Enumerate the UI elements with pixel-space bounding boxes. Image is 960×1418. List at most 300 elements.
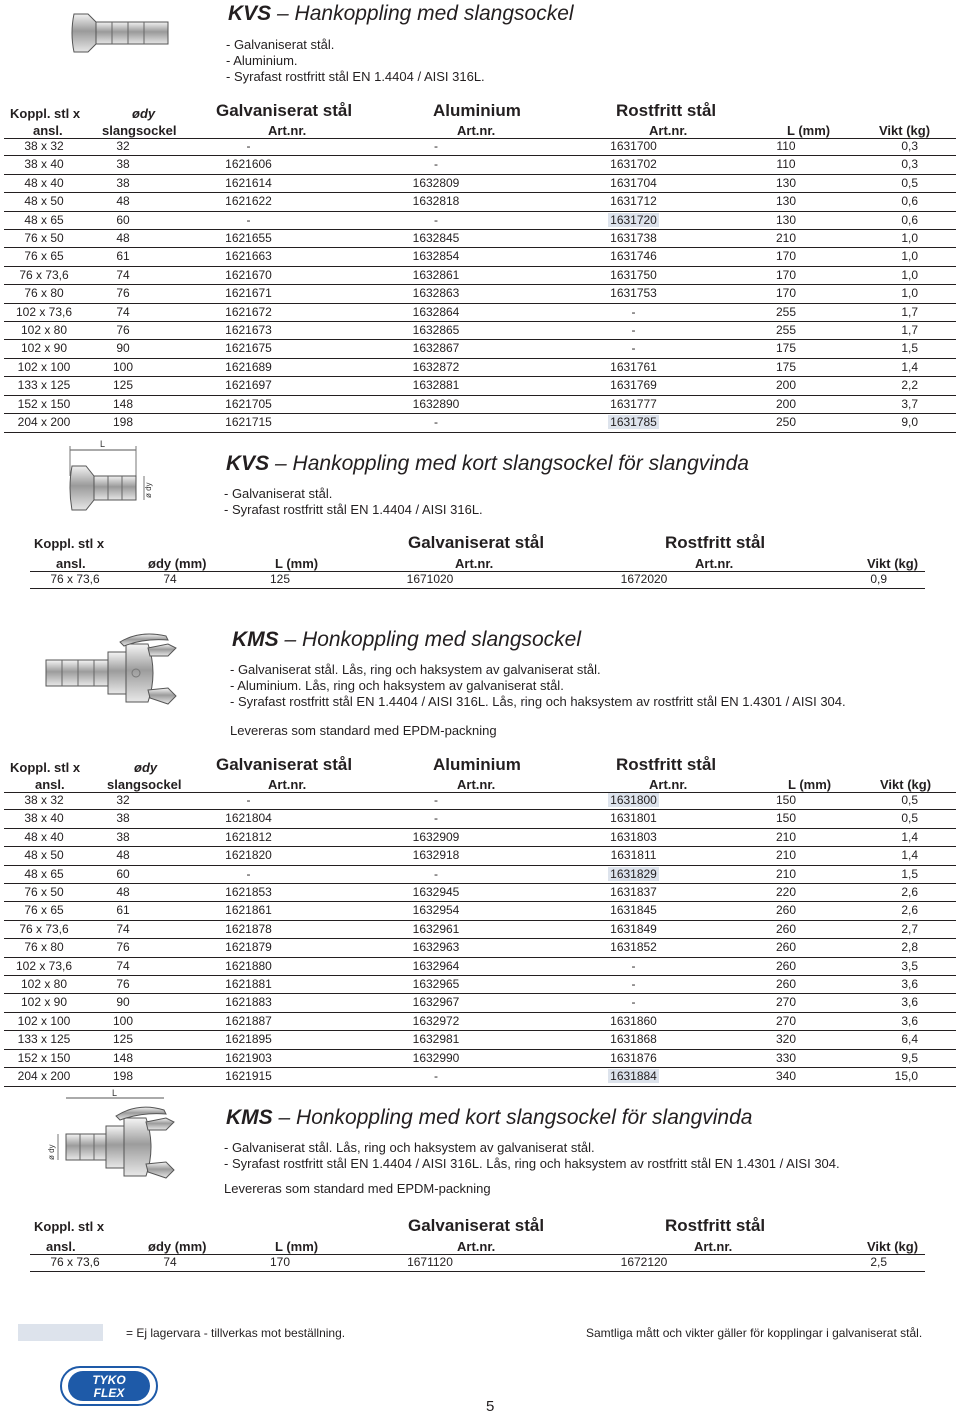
table-cell: 102 x 90 [4, 994, 84, 1012]
col-alu: Aluminium [433, 101, 521, 120]
table-cell: 60 [84, 211, 162, 229]
table-cell: 1631868 [537, 1031, 730, 1049]
table-cell: - [162, 792, 335, 810]
table-cell: 1621675 [162, 340, 335, 358]
section3-desc: - Galvaniserat stål. Lås, ring och haksystem av galvaniserat stål. - Aluminium. Lås, ring och haksystem av galvaniserat stål. - Syrafast rostfritt stål EN 1.4404 / AISI 316L. Lås, ring och haksystem av rostfritt stål EN 1.4301 / AISI 304. [230, 662, 846, 709]
table-cell: - [537, 994, 730, 1012]
table-cell: 3,7 [842, 395, 956, 413]
table-cell: 15,0 [842, 1068, 956, 1086]
table-cell: 38 x 32 [4, 138, 84, 156]
table-cell: 270 [730, 1012, 842, 1030]
table-cell: 1621861 [162, 902, 335, 920]
table-cell: 260 [730, 976, 842, 994]
table-row [4, 884, 956, 902]
table-cell: 1632861 [335, 266, 537, 284]
section1-header: Koppl. stl x ødy Galvaniserat stål Aluminium Rostfritt stål ansl. slangsockel Art.nr. Art.nr. Art.nr. L (mm) Vikt (kg) [10, 101, 931, 138]
table-cell: 6,4 [842, 1031, 956, 1049]
table-cell: 48 x 50 [4, 193, 84, 211]
table-cell: 1632954 [335, 902, 537, 920]
kms-short-drawing [40, 1088, 190, 1188]
table-cell: 1632864 [335, 303, 537, 321]
section2-desc: - Galvaniserat stål. - Syrafast rostfritt stål EN 1.4404 / AISI 316L. [224, 486, 483, 517]
page-number: 5 [486, 1398, 495, 1415]
legend-text: = Ej lagervara - tillverkas mot beställning. [126, 1326, 346, 1340]
table-cell: 76 x 73,6 [30, 1254, 120, 1272]
table-cell: 1631753 [537, 285, 730, 303]
table-cell: 76 x 73,6 [4, 920, 84, 938]
table-cell: 1631700 [537, 138, 730, 156]
table-cell: 1,5 [842, 340, 956, 358]
table-cell: 9,5 [842, 1049, 956, 1067]
table-cell: 170 [730, 285, 842, 303]
section3-table [4, 792, 956, 1087]
table-cell: 1621689 [162, 358, 335, 376]
table-cell: - [335, 810, 537, 828]
table-row [30, 571, 925, 589]
table-cell: 1631761 [537, 358, 730, 376]
table-row [4, 358, 956, 376]
table-cell: 1621655 [162, 230, 335, 248]
table-cell: 210 [730, 847, 842, 865]
table-cell: 320 [730, 1031, 842, 1049]
table-cell: 1632945 [335, 884, 537, 902]
table-cell: 1,4 [842, 358, 956, 376]
table-cell: 76 x 65 [4, 248, 84, 266]
table-cell: 1,7 [842, 303, 956, 321]
table-cell: 152 x 150 [4, 1049, 84, 1067]
table-cell: 76 [84, 285, 162, 303]
table-cell: 102 x 73,6 [4, 957, 84, 975]
table-cell: 76 x 73,6 [30, 571, 120, 589]
kms-coupling-image [40, 626, 190, 718]
table-cell: 1621879 [162, 939, 335, 957]
table-cell: 1631811 [537, 847, 730, 865]
table-cell: 74 [84, 920, 162, 938]
table-cell: 1631746 [537, 248, 730, 266]
table-row [4, 193, 956, 211]
table-cell: 1632872 [335, 358, 537, 376]
section1-title: KVS – Hankoppling med slangsockel [228, 2, 574, 25]
table-cell: 1632845 [335, 230, 537, 248]
table-cell: 125 [84, 1031, 162, 1049]
section4-title: KMS – Honkoppling med kort slangsockel för slangvinda [226, 1106, 753, 1129]
table-row [4, 939, 956, 957]
table-cell: 48 x 50 [4, 847, 84, 865]
table-cell: 210 [730, 230, 842, 248]
table-cell: 1,0 [842, 266, 956, 284]
table-cell: 150 [730, 810, 842, 828]
table-cell: - [335, 792, 537, 810]
table-row [4, 847, 956, 865]
drawing-label-l: L [112, 1088, 118, 1098]
table-cell: 2,6 [842, 902, 956, 920]
table-cell: 0,5 [842, 174, 956, 192]
table-cell: - [335, 1068, 537, 1086]
table-cell: 76 x 50 [4, 884, 84, 902]
table-cell: 74 [84, 303, 162, 321]
table-cell [537, 1068, 730, 1086]
table-cell: 102 x 73,6 [4, 303, 84, 321]
table-cell: 170 [730, 266, 842, 284]
table-cell: 1621697 [162, 377, 335, 395]
table-cell: - [335, 138, 537, 156]
table-cell: 200 [730, 377, 842, 395]
table-cell: 1621622 [162, 193, 335, 211]
table-cell: 130 [730, 193, 842, 211]
table-cell: - [335, 865, 537, 883]
section2-title: KVS – Hankoppling med kort slangsockel för slangvinda [226, 452, 749, 475]
table-cell: 130 [730, 211, 842, 229]
section3-header: Koppl. stl x ødy Galvaniserat stål Aluminium Rostfritt stål ansl. slangsockel Art.nr. Art.nr. Art.nr. L (mm) Vikt (kg) [10, 755, 932, 792]
table-cell: 1621881 [162, 976, 335, 994]
table-cell: 48 [84, 884, 162, 902]
table-cell: 76 x 50 [4, 230, 84, 248]
table-cell: - [537, 322, 730, 340]
table-cell: 1631704 [537, 174, 730, 192]
table-cell: 1632964 [335, 957, 537, 975]
col-galv: Galvaniserat stål [216, 101, 353, 120]
table-cell: 0,5 [842, 810, 956, 828]
table-cell: 1631738 [537, 230, 730, 248]
table-cell: 1632881 [335, 377, 537, 395]
table-cell [537, 792, 730, 810]
table-cell: 32 [84, 792, 162, 810]
table-cell: 1621820 [162, 847, 335, 865]
table-cell: 0,9 [768, 571, 925, 589]
table-cell: 1672020 [520, 571, 768, 589]
table-row [4, 414, 956, 432]
table-cell: 1621883 [162, 994, 335, 1012]
kvs-short-drawing [62, 436, 172, 526]
drawing-label-ody: ø dy [47, 1144, 56, 1160]
col-rostfritt: Rostfritt stål [616, 101, 717, 120]
table-cell: 1,0 [842, 285, 956, 303]
table-cell: 1621671 [162, 285, 335, 303]
table-row [4, 865, 956, 883]
section2-header: Koppl. stl x Galvaniserat stål Rostfritt stål ansl. ødy (mm) L (mm) Art.nr. Art.nr. Vikt (kg) [34, 533, 919, 571]
table-cell: 74 [84, 266, 162, 284]
table-row [4, 156, 956, 174]
section1-desc: - Galvaniserat stål. - Aluminium. - Syrafast rostfritt stål EN 1.4404 / AISI 316L. [226, 37, 485, 84]
table-row [4, 230, 956, 248]
not-stocked-highlight: 1631829 [610, 866, 657, 881]
table-cell: 210 [730, 865, 842, 883]
table-cell: 133 x 125 [4, 1031, 84, 1049]
table-cell: 1632867 [335, 340, 537, 358]
table-cell: 340 [730, 1068, 842, 1086]
table-cell: - [335, 414, 537, 432]
table-cell: 48 x 40 [4, 828, 84, 846]
svg-text:FLEX: FLEX [93, 1386, 125, 1400]
table-row [4, 957, 956, 975]
not-stocked-highlight: 1631785 [610, 415, 657, 430]
table-cell: 200 [730, 395, 842, 413]
section4-note: Levereras som standard med EPDM-packning [224, 1181, 491, 1196]
section2-table [30, 571, 925, 589]
table-cell: 1631777 [537, 395, 730, 413]
table-cell: 260 [730, 939, 842, 957]
table-cell: - [537, 976, 730, 994]
table-cell: 1621915 [162, 1068, 335, 1086]
table-cell: 1671120 [340, 1254, 520, 1272]
table-cell: 1632963 [335, 939, 537, 957]
section4-header: Koppl. stl x Galvaniserat stål Rostfritt stål ansl. ødy (mm) L (mm) Art.nr. Art.nr. Vikt (kg) [34, 1216, 919, 1254]
table-row [4, 303, 956, 321]
table-cell: 1621878 [162, 920, 335, 938]
table-cell: 38 [84, 156, 162, 174]
table-cell: 204 x 200 [4, 1068, 84, 1086]
table-cell: 1621670 [162, 266, 335, 284]
table-cell: 1631803 [537, 828, 730, 846]
table-row [4, 340, 956, 358]
table-cell: 130 [730, 174, 842, 192]
table-cell: 170 [730, 248, 842, 266]
table-row [4, 248, 956, 266]
table-cell: 148 [84, 395, 162, 413]
table-row [4, 828, 956, 846]
table-cell: 152 x 150 [4, 395, 84, 413]
table-cell: 170 [220, 1254, 340, 1272]
table-cell: 133 x 125 [4, 377, 84, 395]
table-row [4, 377, 956, 395]
table-cell: 76 [84, 322, 162, 340]
table-cell: - [162, 865, 335, 883]
table-cell [537, 211, 730, 229]
table-cell: 270 [730, 994, 842, 1012]
section4-desc: - Galvaniserat stål. Lås, ring och haksystem av galvaniserat stål. - Syrafast rostfritt stål EN 1.4404 / AISI 316L. Lås, ring och haksystem av rostfritt stål EN 1.4301 / AISI 304. [224, 1140, 840, 1171]
table-cell: 3,6 [842, 1012, 956, 1030]
table-cell: 2,6 [842, 884, 956, 902]
table-cell: 2,7 [842, 920, 956, 938]
table-row [4, 792, 956, 810]
svg-text:TYKO: TYKO [92, 1373, 126, 1387]
table-cell: 76 x 80 [4, 939, 84, 957]
table-row [4, 395, 956, 413]
table-cell: - [537, 303, 730, 321]
table-cell: 48 x 65 [4, 865, 84, 883]
table-cell: 110 [730, 156, 842, 174]
table-cell: 38 [84, 174, 162, 192]
table-cell: 1,5 [842, 865, 956, 883]
table-cell: 0,6 [842, 211, 956, 229]
table-cell: 102 x 80 [4, 322, 84, 340]
table-cell: 1632981 [335, 1031, 537, 1049]
table-row [4, 1068, 956, 1086]
not-stocked-highlight: 1631720 [610, 212, 657, 227]
table-cell: 102 x 100 [4, 358, 84, 376]
table-cell: 260 [730, 957, 842, 975]
table-cell: 1632961 [335, 920, 537, 938]
table-cell: - [335, 211, 537, 229]
table-cell: 1,4 [842, 847, 956, 865]
table-cell: - [537, 957, 730, 975]
table-row [4, 976, 956, 994]
table-cell: 2,8 [842, 939, 956, 957]
table-cell: 48 x 65 [4, 211, 84, 229]
table-cell: 76 [84, 939, 162, 957]
table-row [4, 1012, 956, 1030]
table-cell: 2,2 [842, 377, 956, 395]
table-cell: 1632965 [335, 976, 537, 994]
table-cell: 3,6 [842, 976, 956, 994]
table-cell: 48 [84, 847, 162, 865]
table-cell: 1631876 [537, 1049, 730, 1067]
table-cell: 90 [84, 994, 162, 1012]
table-cell: 1621903 [162, 1049, 335, 1067]
table-cell: 1632863 [335, 285, 537, 303]
table-cell: 125 [220, 571, 340, 589]
col-ody: ødy [132, 106, 156, 121]
table-cell: 1621887 [162, 1012, 335, 1030]
table-cell: 250 [730, 414, 842, 432]
table-cell: 74 [120, 571, 220, 589]
table-cell: 102 x 100 [4, 1012, 84, 1030]
table-cell: 38 x 40 [4, 810, 84, 828]
table-cell: 100 [84, 358, 162, 376]
section3-note: Levereras som standard med EPDM-packning [230, 723, 497, 738]
table-row [4, 920, 956, 938]
table-cell: 0,3 [842, 156, 956, 174]
table-cell: 260 [730, 902, 842, 920]
table-cell: 1631849 [537, 920, 730, 938]
table-row [4, 1049, 956, 1067]
table-cell: 38 x 32 [4, 792, 84, 810]
table-row [4, 174, 956, 192]
table-cell: 150 [730, 792, 842, 810]
table-row [4, 810, 956, 828]
table-cell: 38 [84, 828, 162, 846]
drawing-label-ody: ø dy [144, 482, 153, 498]
not-stocked-highlight: 1631884 [610, 1069, 657, 1084]
table-cell: 0,5 [842, 792, 956, 810]
section3-title: KMS – Honkoppling med slangsockel [232, 628, 582, 651]
table-cell: 102 x 90 [4, 340, 84, 358]
table-cell: 1671020 [340, 571, 520, 589]
table-cell: 220 [730, 884, 842, 902]
table-cell: 1631837 [537, 884, 730, 902]
table-cell: 1621672 [162, 303, 335, 321]
table-cell: 1631769 [537, 377, 730, 395]
table-cell: 48 [84, 193, 162, 211]
table-cell: 1621606 [162, 156, 335, 174]
table-cell: 74 [84, 957, 162, 975]
table-row [4, 1031, 956, 1049]
table-cell: 1632909 [335, 828, 537, 846]
table-row [4, 322, 956, 340]
table-cell: 32 [84, 138, 162, 156]
table-cell: 125 [84, 377, 162, 395]
kvs-coupling-image [66, 4, 176, 62]
table-cell: 175 [730, 358, 842, 376]
table-cell: 61 [84, 248, 162, 266]
table-cell: 1631845 [537, 902, 730, 920]
table-cell: 260 [730, 920, 842, 938]
table-cell: 1631852 [537, 939, 730, 957]
table-cell: 1631702 [537, 156, 730, 174]
table-cell: 1621853 [162, 884, 335, 902]
table-row [4, 902, 956, 920]
table-cell: 198 [84, 1068, 162, 1086]
table-cell: 1,4 [842, 828, 956, 846]
section1-table [4, 138, 956, 433]
table-row [30, 1254, 925, 1272]
table-cell: 1621895 [162, 1031, 335, 1049]
table-cell: 102 x 80 [4, 976, 84, 994]
table-cell: 330 [730, 1049, 842, 1067]
table-cell: 1672120 [520, 1254, 768, 1272]
table-cell: 48 [84, 230, 162, 248]
table-cell: 255 [730, 303, 842, 321]
table-cell: 76 [84, 976, 162, 994]
table-cell: 1621614 [162, 174, 335, 192]
table-cell: 3,5 [842, 957, 956, 975]
not-stocked-highlight: 1631800 [610, 793, 657, 807]
table-cell: 38 [84, 810, 162, 828]
table-cell: 60 [84, 865, 162, 883]
table-cell: 1632918 [335, 847, 537, 865]
table-cell: 61 [84, 902, 162, 920]
table-cell: 148 [84, 1049, 162, 1067]
table-cell: 1632967 [335, 994, 537, 1012]
table-cell: 1621705 [162, 395, 335, 413]
table-cell: 74 [120, 1254, 220, 1272]
tykoflex-logo [60, 1366, 158, 1406]
table-row [4, 138, 956, 156]
table-cell: - [537, 340, 730, 358]
col-koppl: Koppl. stl x [10, 106, 81, 121]
table-cell: 210 [730, 828, 842, 846]
table-row [4, 994, 956, 1012]
table-cell: 1621812 [162, 828, 335, 846]
table-cell: 1632854 [335, 248, 537, 266]
section4-table [30, 1254, 925, 1272]
table-cell [537, 865, 730, 883]
table-cell: 0,6 [842, 193, 956, 211]
table-cell: 110 [730, 138, 842, 156]
table-cell: - [335, 156, 537, 174]
table-cell: 1631860 [537, 1012, 730, 1030]
table-row [4, 211, 956, 229]
table-cell: 1631750 [537, 266, 730, 284]
table-cell: 1632972 [335, 1012, 537, 1030]
table-cell: 1632865 [335, 322, 537, 340]
table-cell: 175 [730, 340, 842, 358]
table-cell: 76 x 73,6 [4, 266, 84, 284]
table-cell: 1621804 [162, 810, 335, 828]
table-cell: 1632990 [335, 1049, 537, 1067]
table-cell: - [162, 138, 335, 156]
table-cell: 76 x 65 [4, 902, 84, 920]
table-cell: 198 [84, 414, 162, 432]
table-cell: 1621663 [162, 248, 335, 266]
table-cell: 2,5 [768, 1254, 925, 1272]
table-cell: 204 x 200 [4, 414, 84, 432]
drawing-label-l: L [100, 439, 106, 449]
table-cell: 1631801 [537, 810, 730, 828]
table-cell: 1,0 [842, 230, 956, 248]
table-cell: 9,0 [842, 414, 956, 432]
table-cell: 1632809 [335, 174, 537, 192]
table-cell: 1621715 [162, 414, 335, 432]
table-cell: 1631712 [537, 193, 730, 211]
table-cell: 1,0 [842, 248, 956, 266]
table-cell: 100 [84, 1012, 162, 1030]
table-cell: - [162, 211, 335, 229]
table-cell: 0,3 [842, 138, 956, 156]
table-cell: 1621880 [162, 957, 335, 975]
legend-swatch [18, 1324, 103, 1341]
table-row [4, 266, 956, 284]
